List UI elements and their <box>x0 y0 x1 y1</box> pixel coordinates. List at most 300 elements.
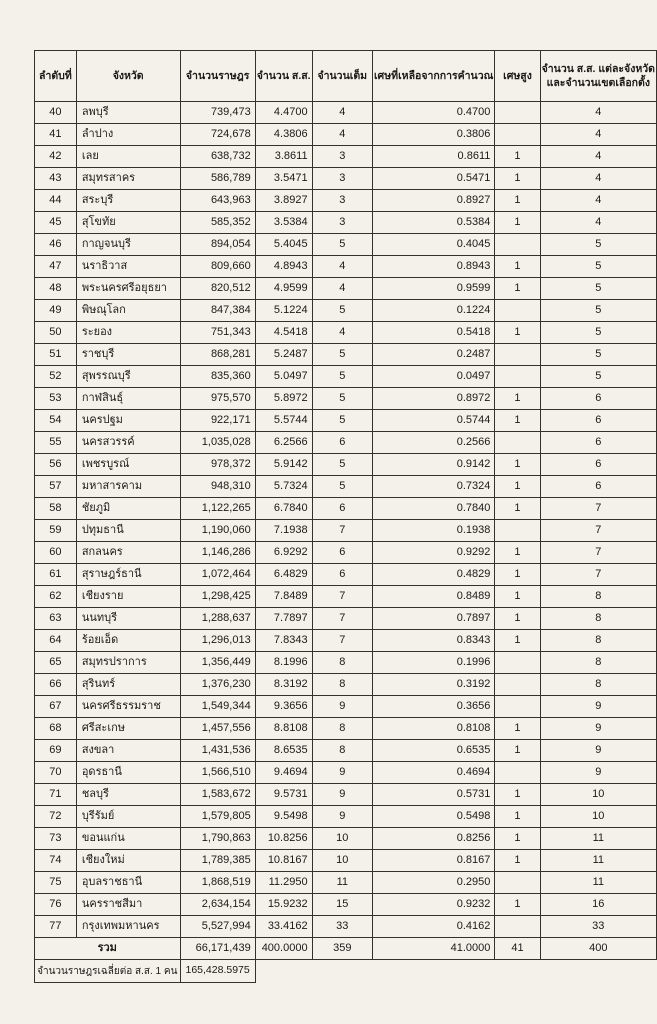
cell-remainder: 0.0497 <box>372 366 494 388</box>
cell-mp-quota: 9.5498 <box>255 806 312 828</box>
cell-province: เชียงใหม่ <box>76 850 180 872</box>
cell-order: 74 <box>35 850 77 872</box>
cell-integer-part: 3 <box>312 190 372 212</box>
average-row <box>35 960 657 983</box>
total-cell-mp-final: 400 <box>540 938 656 960</box>
cell-population: 948,310 <box>180 476 255 498</box>
cell-province: บุรีรัมย์ <box>76 806 180 828</box>
cell-high-remainder <box>495 916 540 938</box>
cell-remainder: 0.5418 <box>372 322 494 344</box>
table-row <box>35 168 657 190</box>
cell-population: 978,372 <box>180 454 255 476</box>
cell-remainder: 0.8972 <box>372 388 494 410</box>
cell-mp-final: 7 <box>540 498 656 520</box>
cell-population: 1,549,344 <box>180 696 255 718</box>
table-row <box>35 564 657 586</box>
table-row <box>35 366 657 388</box>
cell-high-remainder <box>495 872 540 894</box>
cell-integer-part: 9 <box>312 696 372 718</box>
cell-integer-part: 7 <box>312 608 372 630</box>
table-row <box>35 894 657 916</box>
cell-province: อุบลราชธานี <box>76 872 180 894</box>
cell-province: ราชบุรี <box>76 344 180 366</box>
cell-integer-part: 7 <box>312 630 372 652</box>
cell-mp-quota: 8.8108 <box>255 718 312 740</box>
table-row <box>35 476 657 498</box>
cell-mp-quota: 10.8167 <box>255 850 312 872</box>
table-row <box>35 146 657 168</box>
cell-integer-part: 5 <box>312 454 372 476</box>
cell-order: 40 <box>35 102 77 124</box>
header-cell-integer-part: จำนวนเต็ม <box>312 51 372 102</box>
cell-high-remainder: 1 <box>495 542 540 564</box>
cell-high-remainder <box>495 124 540 146</box>
cell-province: ชลบุรี <box>76 784 180 806</box>
cell-population: 894,054 <box>180 234 255 256</box>
cell-high-remainder: 1 <box>495 256 540 278</box>
cell-integer-part: 4 <box>312 278 372 300</box>
cell-mp-quota: 5.0497 <box>255 366 312 388</box>
cell-high-remainder: 1 <box>495 322 540 344</box>
table-row <box>35 102 657 124</box>
cell-high-remainder: 1 <box>495 388 540 410</box>
cell-integer-part: 10 <box>312 828 372 850</box>
cell-integer-part: 4 <box>312 256 372 278</box>
cell-mp-final: 5 <box>540 278 656 300</box>
average-row-empty-area <box>255 960 656 983</box>
cell-integer-part: 5 <box>312 234 372 256</box>
cell-province: นครราชสีมา <box>76 894 180 916</box>
cell-mp-quota: 3.8927 <box>255 190 312 212</box>
cell-high-remainder <box>495 696 540 718</box>
table-row <box>35 278 657 300</box>
total-cell-remainder: 41.0000 <box>372 938 494 960</box>
cell-integer-part: 5 <box>312 388 372 410</box>
cell-integer-part: 5 <box>312 344 372 366</box>
cell-mp-quota: 11.2950 <box>255 872 312 894</box>
cell-integer-part: 7 <box>312 520 372 542</box>
cell-high-remainder: 1 <box>495 740 540 762</box>
table-row <box>35 696 657 718</box>
cell-order: 64 <box>35 630 77 652</box>
cell-mp-final: 6 <box>540 432 656 454</box>
cell-mp-final: 5 <box>540 344 656 366</box>
cell-mp-final: 4 <box>540 146 656 168</box>
total-label: รวม <box>35 938 181 960</box>
average-value: 165,428.5975 <box>180 960 255 983</box>
cell-mp-final: 7 <box>540 520 656 542</box>
cell-remainder: 0.8167 <box>372 850 494 872</box>
cell-population: 1,356,449 <box>180 652 255 674</box>
cell-integer-part: 6 <box>312 498 372 520</box>
cell-integer-part: 6 <box>312 432 372 454</box>
cell-province: นราธิวาส <box>76 256 180 278</box>
header-cell-population: จำนวนราษฎร <box>180 51 255 102</box>
cell-population: 1,579,805 <box>180 806 255 828</box>
cell-mp-final: 9 <box>540 718 656 740</box>
cell-province: ศรีสะเกษ <box>76 718 180 740</box>
cell-remainder: 0.8343 <box>372 630 494 652</box>
cell-order: 63 <box>35 608 77 630</box>
cell-order: 43 <box>35 168 77 190</box>
table-row <box>35 674 657 696</box>
cell-mp-final: 5 <box>540 300 656 322</box>
cell-order: 42 <box>35 146 77 168</box>
cell-order: 46 <box>35 234 77 256</box>
cell-province: สระบุรี <box>76 190 180 212</box>
cell-order: 69 <box>35 740 77 762</box>
cell-mp-quota: 4.8943 <box>255 256 312 278</box>
cell-province: ขอนแก่น <box>76 828 180 850</box>
table-row <box>35 190 657 212</box>
cell-remainder: 0.1996 <box>372 652 494 674</box>
cell-high-remainder <box>495 366 540 388</box>
cell-integer-part: 5 <box>312 410 372 432</box>
cell-remainder: 0.2487 <box>372 344 494 366</box>
table-row <box>35 454 657 476</box>
cell-population: 1,566,510 <box>180 762 255 784</box>
cell-order: 44 <box>35 190 77 212</box>
cell-remainder: 0.9599 <box>372 278 494 300</box>
table-row <box>35 762 657 784</box>
cell-order: 54 <box>35 410 77 432</box>
cell-remainder: 0.5744 <box>372 410 494 432</box>
table-body <box>35 102 657 983</box>
cell-province: เพชรบูรณ์ <box>76 454 180 476</box>
cell-province: อุดรธานี <box>76 762 180 784</box>
cell-remainder: 0.9232 <box>372 894 494 916</box>
cell-order: 45 <box>35 212 77 234</box>
cell-remainder: 0.8611 <box>372 146 494 168</box>
cell-population: 868,281 <box>180 344 255 366</box>
cell-mp-final: 4 <box>540 190 656 212</box>
cell-remainder: 0.6535 <box>372 740 494 762</box>
cell-order: 51 <box>35 344 77 366</box>
cell-population: 1,072,464 <box>180 564 255 586</box>
cell-mp-final: 10 <box>540 784 656 806</box>
cell-high-remainder: 1 <box>495 718 540 740</box>
cell-order: 58 <box>35 498 77 520</box>
cell-order: 49 <box>35 300 77 322</box>
cell-mp-final: 5 <box>540 322 656 344</box>
cell-mp-quota: 9.5731 <box>255 784 312 806</box>
cell-province: ระยอง <box>76 322 180 344</box>
cell-integer-part: 6 <box>312 564 372 586</box>
cell-high-remainder <box>495 102 540 124</box>
cell-population: 809,660 <box>180 256 255 278</box>
table-row <box>35 300 657 322</box>
cell-province: สุพรรณบุรี <box>76 366 180 388</box>
cell-high-remainder: 1 <box>495 476 540 498</box>
table-row <box>35 388 657 410</box>
cell-population: 1,868,519 <box>180 872 255 894</box>
cell-high-remainder <box>495 762 540 784</box>
cell-mp-quota: 3.5471 <box>255 168 312 190</box>
cell-remainder: 0.3806 <box>372 124 494 146</box>
cell-province: สุราษฎร์ธานี <box>76 564 180 586</box>
cell-high-remainder: 1 <box>495 564 540 586</box>
cell-mp-final: 4 <box>540 102 656 124</box>
header-cell-mp-quota: จำนวน ส.ส. <box>255 51 312 102</box>
cell-mp-quota: 4.3806 <box>255 124 312 146</box>
cell-remainder: 0.9292 <box>372 542 494 564</box>
cell-high-remainder <box>495 344 540 366</box>
total-cell-integer-part: 359 <box>312 938 372 960</box>
table-row <box>35 872 657 894</box>
cell-remainder: 0.5384 <box>372 212 494 234</box>
cell-remainder: 0.5731 <box>372 784 494 806</box>
cell-mp-quota: 5.4045 <box>255 234 312 256</box>
cell-mp-quota: 6.7840 <box>255 498 312 520</box>
cell-population: 975,570 <box>180 388 255 410</box>
cell-province: กาฬสินธุ์ <box>76 388 180 410</box>
cell-remainder: 0.4700 <box>372 102 494 124</box>
cell-province: สมุทรสาคร <box>76 168 180 190</box>
cell-mp-final: 6 <box>540 388 656 410</box>
cell-population: 638,732 <box>180 146 255 168</box>
cell-province: นครปฐม <box>76 410 180 432</box>
cell-remainder: 0.2566 <box>372 432 494 454</box>
cell-integer-part: 9 <box>312 762 372 784</box>
cell-high-remainder: 1 <box>495 410 540 432</box>
cell-mp-quota: 5.1224 <box>255 300 312 322</box>
cell-mp-quota: 4.4700 <box>255 102 312 124</box>
cell-mp-quota: 9.3656 <box>255 696 312 718</box>
cell-remainder: 0.4694 <box>372 762 494 784</box>
cell-population: 835,360 <box>180 366 255 388</box>
cell-integer-part: 9 <box>312 806 372 828</box>
average-label: จำนวนราษฎรเฉลี่ยต่อ ส.ส. 1 คน <box>35 960 181 983</box>
cell-mp-quota: 5.9142 <box>255 454 312 476</box>
cell-remainder: 0.1938 <box>372 520 494 542</box>
cell-integer-part: 8 <box>312 740 372 762</box>
cell-order: 68 <box>35 718 77 740</box>
cell-integer-part: 6 <box>312 542 372 564</box>
cell-remainder: 0.7324 <box>372 476 494 498</box>
cell-population: 1,190,060 <box>180 520 255 542</box>
table-row <box>35 740 657 762</box>
cell-integer-part: 3 <box>312 168 372 190</box>
total-row <box>35 938 657 960</box>
cell-mp-final: 8 <box>540 630 656 652</box>
cell-order: 57 <box>35 476 77 498</box>
cell-population: 1,431,536 <box>180 740 255 762</box>
cell-mp-quota: 10.8256 <box>255 828 312 850</box>
table-header <box>35 51 657 102</box>
cell-remainder: 0.5498 <box>372 806 494 828</box>
cell-mp-quota: 8.3192 <box>255 674 312 696</box>
cell-mp-quota: 5.2487 <box>255 344 312 366</box>
cell-high-remainder: 1 <box>495 586 540 608</box>
cell-high-remainder <box>495 674 540 696</box>
cell-mp-quota: 33.4162 <box>255 916 312 938</box>
cell-mp-final: 8 <box>540 674 656 696</box>
cell-province: ลำปาง <box>76 124 180 146</box>
cell-order: 41 <box>35 124 77 146</box>
cell-order: 66 <box>35 674 77 696</box>
cell-remainder: 0.3656 <box>372 696 494 718</box>
cell-mp-quota: 7.8343 <box>255 630 312 652</box>
header-cell-order: ลำดับที่ <box>35 51 77 102</box>
cell-population: 643,963 <box>180 190 255 212</box>
cell-mp-quota: 8.1996 <box>255 652 312 674</box>
cell-province: สุโขทัย <box>76 212 180 234</box>
cell-order: 52 <box>35 366 77 388</box>
table-row <box>35 212 657 234</box>
cell-population: 820,512 <box>180 278 255 300</box>
cell-mp-final: 6 <box>540 454 656 476</box>
cell-high-remainder: 1 <box>495 498 540 520</box>
cell-mp-final: 11 <box>540 872 656 894</box>
cell-province: นครสวรรค์ <box>76 432 180 454</box>
total-cell-mp-quota: 400.0000 <box>255 938 312 960</box>
cell-province: สุรินทร์ <box>76 674 180 696</box>
cell-integer-part: 3 <box>312 212 372 234</box>
cell-province: มหาสารคาม <box>76 476 180 498</box>
table-row <box>35 608 657 630</box>
cell-mp-final: 6 <box>540 476 656 498</box>
cell-order: 53 <box>35 388 77 410</box>
table-row <box>35 630 657 652</box>
table-row <box>35 542 657 564</box>
cell-high-remainder: 1 <box>495 608 540 630</box>
cell-remainder: 0.1224 <box>372 300 494 322</box>
cell-population: 586,789 <box>180 168 255 190</box>
cell-province: กาญจนบุรี <box>76 234 180 256</box>
cell-order: 65 <box>35 652 77 674</box>
cell-population: 1,288,637 <box>180 608 255 630</box>
cell-remainder: 0.7840 <box>372 498 494 520</box>
cell-province: นนทบุรี <box>76 608 180 630</box>
cell-population: 1,583,672 <box>180 784 255 806</box>
total-cell-high-remainder: 41 <box>495 938 540 960</box>
cell-order: 71 <box>35 784 77 806</box>
cell-province: พระนครศรีอยุธยา <box>76 278 180 300</box>
cell-mp-final: 6 <box>540 410 656 432</box>
cell-remainder: 0.4829 <box>372 564 494 586</box>
cell-order: 73 <box>35 828 77 850</box>
cell-high-remainder: 1 <box>495 894 540 916</box>
cell-mp-quota: 3.5384 <box>255 212 312 234</box>
cell-population: 2,634,154 <box>180 894 255 916</box>
header-cell-remainder: เศษที่เหลือจากการคำนวณ <box>372 51 494 102</box>
cell-integer-part: 5 <box>312 366 372 388</box>
cell-mp-quota: 7.7897 <box>255 608 312 630</box>
table-row <box>35 410 657 432</box>
table-row <box>35 586 657 608</box>
cell-high-remainder: 1 <box>495 146 540 168</box>
cell-province: เชียงราย <box>76 586 180 608</box>
cell-remainder: 0.9142 <box>372 454 494 476</box>
cell-integer-part: 15 <box>312 894 372 916</box>
cell-order: 75 <box>35 872 77 894</box>
cell-integer-part: 5 <box>312 476 372 498</box>
cell-high-remainder <box>495 234 540 256</box>
cell-mp-final: 7 <box>540 542 656 564</box>
table-row <box>35 234 657 256</box>
cell-mp-final: 9 <box>540 740 656 762</box>
cell-remainder: 0.8256 <box>372 828 494 850</box>
cell-mp-quota: 8.6535 <box>255 740 312 762</box>
table-row <box>35 718 657 740</box>
cell-province: ชัยภูมิ <box>76 498 180 520</box>
cell-high-remainder <box>495 432 540 454</box>
table-row <box>35 520 657 542</box>
cell-population: 1,790,863 <box>180 828 255 850</box>
table-row <box>35 256 657 278</box>
cell-order: 61 <box>35 564 77 586</box>
cell-population: 724,678 <box>180 124 255 146</box>
cell-integer-part: 8 <box>312 718 372 740</box>
cell-population: 585,352 <box>180 212 255 234</box>
cell-mp-final: 7 <box>540 564 656 586</box>
cell-integer-part: 10 <box>312 850 372 872</box>
header-row <box>35 51 657 102</box>
cell-integer-part: 7 <box>312 586 372 608</box>
cell-mp-quota: 4.5418 <box>255 322 312 344</box>
table-row <box>35 784 657 806</box>
cell-order: 77 <box>35 916 77 938</box>
mp-apportionment-table <box>34 50 657 983</box>
cell-high-remainder: 1 <box>495 784 540 806</box>
cell-population: 1,789,385 <box>180 850 255 872</box>
cell-mp-quota: 6.4829 <box>255 564 312 586</box>
cell-remainder: 0.3192 <box>372 674 494 696</box>
cell-mp-quota: 15.9232 <box>255 894 312 916</box>
cell-population: 1,035,028 <box>180 432 255 454</box>
cell-high-remainder: 1 <box>495 806 540 828</box>
cell-mp-final: 9 <box>540 696 656 718</box>
cell-high-remainder <box>495 520 540 542</box>
cell-high-remainder: 1 <box>495 278 540 300</box>
cell-integer-part: 5 <box>312 300 372 322</box>
cell-order: 59 <box>35 520 77 542</box>
cell-population: 1,376,230 <box>180 674 255 696</box>
cell-population: 1,457,556 <box>180 718 255 740</box>
header-cell-mp-final: จำนวน ส.ส. แต่ละจังหวัด และจำนวนเขตเลือกตั้ง <box>540 51 656 102</box>
header-cell-high-remainder: เศษสูง <box>495 51 540 102</box>
cell-mp-final: 5 <box>540 234 656 256</box>
cell-population: 5,527,994 <box>180 916 255 938</box>
cell-province: ลพบุรี <box>76 102 180 124</box>
cell-remainder: 0.8927 <box>372 190 494 212</box>
cell-high-remainder: 1 <box>495 190 540 212</box>
cell-population: 1,296,013 <box>180 630 255 652</box>
cell-integer-part: 4 <box>312 124 372 146</box>
cell-mp-final: 4 <box>540 168 656 190</box>
cell-high-remainder <box>495 300 540 322</box>
cell-high-remainder <box>495 652 540 674</box>
cell-mp-final: 11 <box>540 850 656 872</box>
cell-population: 1,298,425 <box>180 586 255 608</box>
cell-remainder: 0.4162 <box>372 916 494 938</box>
cell-mp-quota: 9.4694 <box>255 762 312 784</box>
cell-mp-final: 8 <box>540 652 656 674</box>
table-row <box>35 322 657 344</box>
total-cell-population: 66,171,439 <box>180 938 255 960</box>
cell-order: 55 <box>35 432 77 454</box>
cell-order: 48 <box>35 278 77 300</box>
cell-population: 1,146,286 <box>180 542 255 564</box>
cell-remainder: 0.7897 <box>372 608 494 630</box>
cell-high-remainder: 1 <box>495 212 540 234</box>
cell-high-remainder: 1 <box>495 630 540 652</box>
cell-mp-quota: 7.8489 <box>255 586 312 608</box>
cell-mp-quota: 4.9599 <box>255 278 312 300</box>
table-row <box>35 124 657 146</box>
table-row <box>35 652 657 674</box>
cell-mp-final: 8 <box>540 586 656 608</box>
